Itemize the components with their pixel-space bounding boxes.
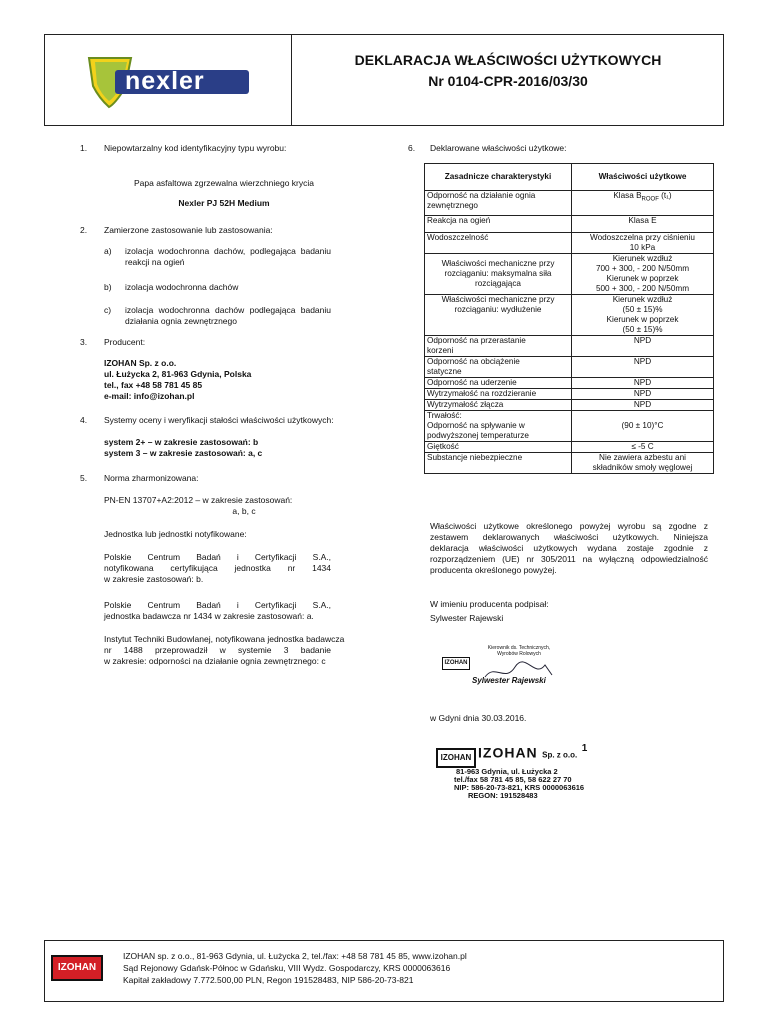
- properties-table: [424, 163, 714, 474]
- section-5-number: 5.: [80, 473, 88, 483]
- section-5-label: Norma zharmonizowana:: [104, 473, 199, 483]
- use-a-line1: izolacja wodochronna dachów, podlegająca badaniu: [125, 246, 331, 256]
- document-number: Nr 0104-CPR-2016/03/30: [428, 73, 588, 89]
- table-cell: (90 ± 10)°C: [572, 411, 714, 442]
- table-cell: NPD: [572, 336, 714, 357]
- norm-line2: a, b, c: [232, 506, 256, 516]
- producer-company: IZOHAN Sp. z o.o.: [104, 358, 177, 368]
- section-3-number: 3.: [80, 337, 88, 347]
- place-date: w Gdyni dnia 30.03.2016.: [430, 713, 527, 723]
- table-cell: Kierunek wzdłuż (50 ± 15)% Kierunek w poprzek (50 ± 15)%: [572, 295, 714, 336]
- table-header-characteristics: Zasadnicze charakterystyki: [425, 164, 572, 191]
- norm-line1: PN-EN 13707+A2:2012 – w zakresie zastosowań:: [104, 495, 293, 505]
- table-cell: Wodoszczelność: [425, 233, 572, 254]
- notified-2-line2: jednostka badawcza nr 1434 w zakresie zastosowań: a.: [104, 611, 314, 621]
- table-cell: Wytrzymałość na rozdzieranie: [425, 389, 572, 400]
- table-row: [425, 400, 714, 411]
- izohan-footer-logo-text: IZOHAN: [57, 962, 97, 973]
- table-row: [425, 191, 714, 216]
- table-cell: Substancje niebezpieczne: [425, 453, 572, 474]
- footer-line-2: Sąd Rejonowy Gdańsk-Północ w Gdańsku, VIII Wydz. Gospodarczy, KRS 0000063616: [123, 963, 451, 973]
- table-row: [425, 357, 714, 378]
- compliance-line5: producenta określonego powyżej.: [430, 565, 557, 575]
- table-cell: Giętkość: [425, 442, 572, 453]
- notified-bodies-label: Jednostka lub jednostki notyfikowane:: [104, 529, 247, 539]
- product-name: Nexler PJ 52H Medium: [178, 198, 270, 208]
- signature-stamp-title: Kierownik ds. Technicznych, Wyrobów Rolowych: [487, 645, 551, 657]
- producer-phone: tel., fax +48 58 781 45 85: [104, 380, 203, 390]
- producer-email: e-mail: info@izohan.pl: [104, 391, 195, 401]
- notified-2-line1: Polskie Centrum Badań i Certyfikacji S.A.,: [104, 600, 331, 610]
- notified-1-line1: Polskie Centrum Badań i Certyfikacji S.A.,: [104, 552, 331, 562]
- compliance-line2: zestawem deklarowanych właściwości użytkowych. Niniejsza: [430, 532, 708, 542]
- nexler-logo: [85, 52, 255, 110]
- use-c-line2: działania ognia zewnętrznego: [125, 316, 237, 326]
- table-cell: NPD: [572, 378, 714, 389]
- table-cell: Reakcja na ogień: [425, 216, 572, 233]
- signer-name: Sylwester Rajewski: [430, 613, 504, 623]
- table-cell: NPD: [572, 389, 714, 400]
- section-2-number: 2.: [80, 225, 88, 235]
- table-row: [425, 453, 714, 474]
- table-cell: Klasa $B_{ROOF}$ (t₁): [572, 191, 714, 216]
- notified-3-line3: w zakresie: odporności na działanie ognia zewnętrznego: c: [104, 656, 326, 666]
- company-stamp-logo: IZOHAN: [436, 748, 476, 768]
- table-cell: Odporność na przerastanie korzeni: [425, 336, 572, 357]
- producer-address: ul. Łużycka 2, 81-963 Gdynia, Polska: [104, 369, 252, 379]
- table-row: [425, 336, 714, 357]
- table-cell: Wytrzymałość złącza: [425, 400, 572, 411]
- signature-stamp: [440, 643, 570, 691]
- nexler-logo-text: nexler: [125, 67, 205, 95]
- signature-stamp-name: Sylwester Rajewski: [472, 676, 546, 685]
- footer-line-1: IZOHAN sp. z o.o., 81-963 Gdynia, ul. Łużycka 2, tel./fax: +48 58 781 45 85, www.izohan.pl: [123, 951, 467, 961]
- table-row: [425, 442, 714, 453]
- compliance-line1: Właściwości użytkowe określonego powyżej wyrobu są zgodne z: [430, 521, 708, 531]
- company-stamp: [436, 740, 636, 800]
- table-row: [425, 233, 714, 254]
- section-4-number: 4.: [80, 415, 88, 425]
- table-cell: Trwałość: Odporność na spływanie w podwyższonej temperaturze: [425, 411, 572, 442]
- use-b-key: b): [104, 282, 112, 292]
- table-cell: Odporność na uderzenie: [425, 378, 572, 389]
- use-c-key: c): [104, 305, 112, 315]
- product-type: Papa asfaltowa zgrzewalna wierzchniego krycia: [133, 178, 314, 188]
- table-cell: Właściwości mechaniczne przy rozciąganiu: wydłużenie: [425, 295, 572, 336]
- table-row: [425, 254, 714, 295]
- table-header-performance: Właściwości użytkowe: [572, 164, 714, 191]
- table-cell: ≤ -5 C: [572, 442, 714, 453]
- table-cell: Klasa E: [572, 216, 714, 233]
- section-6-label: Deklarowane właściwości użytkowe:: [430, 143, 567, 153]
- table-row: [425, 295, 714, 336]
- table-row: [425, 389, 714, 400]
- system-3: system 3 – w zakresie zastosowań: a, c: [104, 448, 263, 458]
- compliance-line4: rozporządzeniem (UE) nr 305/2011 na wyłączną odpowiedzialność: [430, 554, 708, 564]
- section-6-number: 6.: [408, 143, 416, 153]
- notified-1-line2: notyfikowana certyfikująca jednostka nr 1434: [104, 563, 331, 573]
- table-row: [425, 378, 714, 389]
- table-header-row: [425, 164, 714, 191]
- section-2-label: Zamierzone zastosowanie lub zastosowania:: [104, 225, 273, 235]
- use-a-key: a): [104, 246, 112, 256]
- table-cell: Nie zawiera azbestu ani składników smoły węglowej: [572, 453, 714, 474]
- use-c-line1: izolacja wodochronna dachów podlegająca badaniu: [125, 305, 331, 315]
- notified-1-line3: w zakresie zastosowań: b.: [104, 574, 204, 584]
- document-title: DEKLARACJA WŁAŚCIWOŚCI UŻYTKOWYCH: [354, 52, 662, 68]
- notified-3-line2: nr 1488 przeprowadził w systemie 3 badanie: [104, 645, 331, 655]
- document-header: [44, 34, 724, 126]
- izohan-footer-logo: [51, 955, 103, 981]
- table-row: [425, 411, 714, 442]
- table-cell: NPD: [572, 400, 714, 411]
- compliance-line3: deklaracja właściwości użytkowych wydana zostaje zgodnie z: [430, 543, 708, 553]
- table-cell: Właściwości mechaniczne przy rozciąganiu: maksymalna siła rozciągająca: [425, 254, 572, 295]
- company-stamp-title: IZOHAN Sp. z o.o. $^1$: [478, 743, 588, 761]
- section-1-number: 1.: [80, 143, 88, 153]
- signature-stamp-logo: IZOHAN: [442, 657, 470, 670]
- use-b-line1: izolacja wodochronna dachów: [125, 282, 239, 292]
- table-cell: Kierunek wzdłuż 700 + 300, - 200 N/50mm Kierunek w poprzek 500 + 300, - 200 N/50mm: [572, 254, 714, 295]
- document-footer: [44, 940, 724, 1002]
- footer-company-info: [123, 950, 467, 986]
- signed-label: W imieniu producenta podpisał:: [430, 599, 549, 609]
- table-cell: Odporność na działanie ognia zewnętrznego: [425, 191, 572, 216]
- section-3-label: Producent:: [104, 337, 146, 347]
- footer-line-3: Kapitał zakładowy 7.772.500,00 PLN, Regon 191528483, NIP 586-20-73-821: [123, 975, 414, 985]
- notified-3-line1: Instytut Techniki Budowlanej, notyfikowana jednostka badawcza: [104, 634, 345, 644]
- company-stamp-details: 81-963 Gdynia, ul. Łużycka 2 tel./fax 58 781 45 85, 58 622 27 70 NIP: 586-20-73-821, KRS 0000063616 REGON: 191528483: [454, 767, 585, 800]
- table-cell: Wodoszczelna przy ciśnieniu 10 kPa: [572, 233, 714, 254]
- table-row: [425, 216, 714, 233]
- system-2plus: system 2+ – w zakresie zastosowań: b: [104, 437, 259, 447]
- table-cell: NPD: [572, 357, 714, 378]
- section-4-label: Systemy oceny i weryfikacji stałości właściwości użytkowych:: [104, 415, 334, 425]
- section-1-label: Niepowtarzalny kod identyfikacyjny typu wyrobu:: [104, 143, 287, 153]
- use-a-line2: reakcji na ogień: [125, 257, 185, 267]
- table-cell: Odporność na obciążenie statyczne: [425, 357, 572, 378]
